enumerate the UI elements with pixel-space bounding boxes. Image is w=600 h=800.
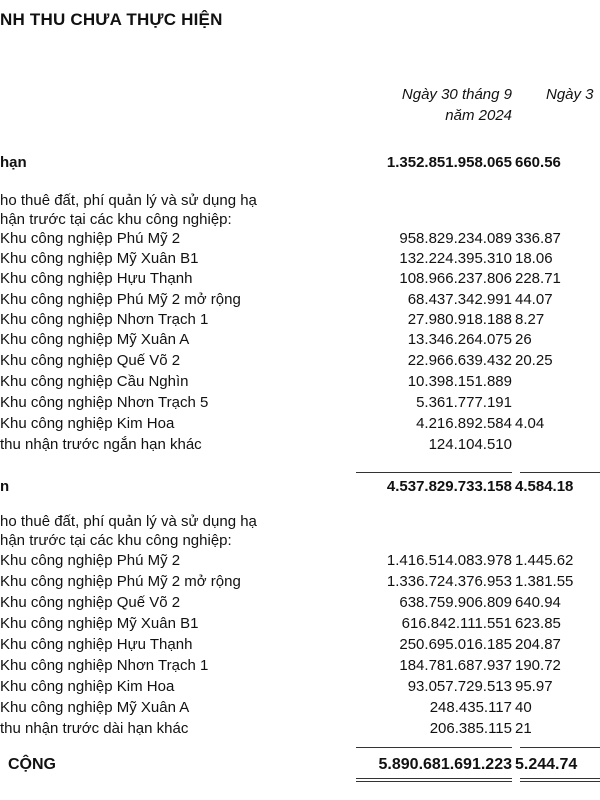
divider	[520, 472, 600, 473]
double-underline	[356, 781, 512, 782]
row-value-prior: 228.71	[515, 270, 561, 287]
row-label: thu nhận trước ngắn hạn khác	[0, 436, 202, 453]
row-label: Khu công nghiệp Hựu Thạnh	[0, 270, 193, 287]
column-header-current	[402, 84, 512, 126]
row-label: Khu công nghiệp Kim Hoa	[0, 415, 175, 432]
row-value-prior: 336.87	[515, 230, 561, 247]
divider	[356, 747, 512, 748]
row-label: Khu công nghiệp Nhơn Trạch 1	[0, 311, 209, 328]
column-header-prior-line1: Ngày 3	[546, 86, 594, 103]
row-value-current: 4.216.892.584	[416, 415, 512, 432]
divider	[356, 472, 512, 473]
row-value-current: 616.842.111.551	[401, 615, 512, 632]
section-title: NH THU CHƯA THỰC HIỆN	[0, 10, 223, 29]
double-underline	[356, 778, 512, 779]
row-label: Khu công nghiệp Nhơn Trạch 1	[0, 657, 209, 674]
grand-total-current: 5.890.681.691.223	[378, 756, 512, 773]
row-label: Khu công nghiệp Hựu Thạnh	[0, 636, 193, 653]
row-value-prior: 8.27	[515, 311, 545, 328]
row-label: thu nhận trước dài hạn khác	[0, 720, 189, 737]
long-term-desc-line1: ho thuê đất, phí quản lý và sử dụng hạ	[0, 513, 257, 530]
row-value-current: 248.435.117	[429, 699, 512, 716]
row-value-current: 638.759.906.809	[399, 594, 512, 611]
grand-total-label: CỘNG	[8, 756, 56, 773]
row-label: Khu công nghiệp Quế Võ 2	[0, 352, 181, 369]
row-value-prior: 1.445.62	[515, 552, 574, 569]
row-label: Khu công nghiệp Phú Mỹ 2 mở rộng	[0, 573, 241, 590]
row-value-prior: 18.06	[515, 250, 553, 267]
column-header-current-line1: Ngày 30 tháng 9	[401, 86, 512, 103]
short-term-heading: hạn	[0, 154, 27, 171]
row-value-current: 1.416.514.083.978	[386, 552, 512, 569]
short-term-desc-line1: ho thuê đất, phí quản lý và sử dụng hạ	[0, 192, 257, 209]
row-label: Khu công nghiệp Nhơn Trạch 5	[0, 394, 209, 411]
row-label: Khu công nghiệp Mỹ Xuân A	[0, 699, 190, 716]
row-label: Khu công nghiệp Phú Mỹ 2 mở rộng	[0, 291, 241, 308]
row-value-current: 68.437.342.991	[407, 291, 512, 308]
row-value-current: 27.980.918.188	[407, 311, 512, 328]
column-header-prior	[546, 84, 594, 105]
short-term-total-current: 1.352.851.958.065	[386, 154, 512, 171]
column-header-current-line2: năm 2024	[445, 107, 512, 124]
row-value-current: 1.336.724.376.953	[386, 573, 512, 590]
short-term-total-prior: 660.56	[515, 154, 561, 171]
row-value-prior: 21	[515, 720, 532, 737]
divider	[520, 747, 600, 748]
row-value-current: 124.104.510	[428, 436, 512, 453]
row-label: Khu công nghiệp Mỹ Xuân B1	[0, 250, 199, 267]
long-term-desc-line2: hận trước tại các khu công nghiệp:	[0, 532, 232, 549]
row-value-prior: 95.97	[515, 678, 553, 695]
row-value-prior: 190.72	[515, 657, 561, 674]
row-value-current: 13.346.264.075	[407, 331, 512, 348]
row-value-current: 108.966.237.806	[399, 270, 512, 287]
row-value-prior: 44.07	[515, 291, 553, 308]
row-label: Khu công nghiệp Mỹ Xuân B1	[0, 615, 199, 632]
long-term-total-prior: 4.584.18	[515, 478, 574, 495]
double-underline	[520, 778, 600, 779]
row-value-current: 93.057.729.513	[407, 678, 512, 695]
double-underline	[520, 781, 600, 782]
long-term-total-current: 4.537.829.733.158	[386, 478, 512, 495]
row-value-prior: 1.381.55	[515, 573, 574, 590]
long-term-heading: n	[0, 478, 10, 495]
row-value-current: 206.385.115	[429, 720, 512, 737]
row-value-current: 250.695.016.185	[399, 636, 512, 653]
short-term-desc-line2: hận trước tại các khu công nghiệp:	[0, 211, 232, 228]
row-value-prior: 640.94	[515, 594, 561, 611]
row-value-prior: 40	[515, 699, 532, 716]
row-value-prior: 20.25	[515, 352, 553, 369]
row-value-prior: 4.04	[515, 415, 545, 432]
row-label: Khu công nghiệp Kim Hoa	[0, 678, 175, 695]
row-label: Khu công nghiệp Quế Võ 2	[0, 594, 181, 611]
row-value-current: 184.781.687.937	[399, 657, 512, 674]
row-value-current: 5.361.777.191	[416, 394, 512, 411]
row-label: Khu công nghiệp Phú Mỹ 2	[0, 552, 181, 569]
row-value-current: 958.829.234.089	[399, 230, 512, 247]
row-value-prior: 623.85	[515, 615, 561, 632]
row-label: Khu công nghiệp Phú Mỹ 2	[0, 230, 181, 247]
row-value-current: 132.224.395.310	[399, 250, 512, 267]
row-value-current: 22.966.639.432	[407, 352, 512, 369]
grand-total-prior: 5.244.74	[515, 756, 578, 773]
row-value-prior: 26	[515, 331, 532, 348]
row-value-current: 10.398.151.889	[407, 373, 512, 390]
row-value-prior: 204.87	[515, 636, 561, 653]
row-label: Khu công nghiệp Cầu Nghìn	[0, 373, 189, 390]
row-label: Khu công nghiệp Mỹ Xuân A	[0, 331, 190, 348]
